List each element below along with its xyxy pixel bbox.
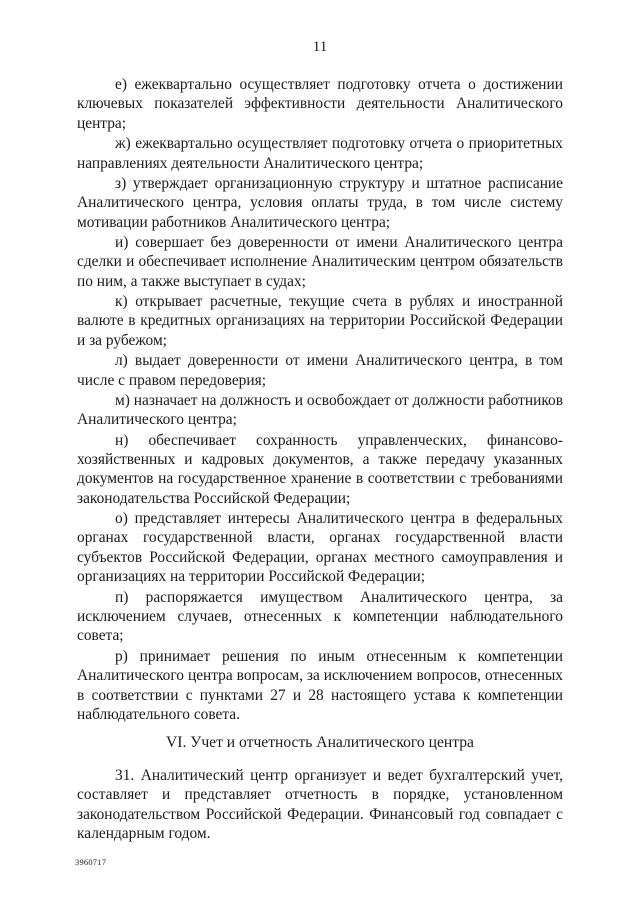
list-item-r: р) принимает решения по иным отнесенным к компетенции Аналитического центра вопросам, за исключением вопросов, отнесенных в соответствии с пунктами 27 и 28 настоящего устава к компетенции наблюдательного совета. — [77, 647, 563, 723]
list-item-k: к) открывает расчетные, текущие счета в рублях и иностранной валюте в кредитных организациях на территории Российской Федерации и за рубежом; — [77, 293, 563, 349]
list-item-m: м) назначает на должность и освобождает от должности работников Аналитического центра; — [77, 391, 563, 429]
document-body — [77, 75, 563, 844]
document-code: 3960717 — [75, 857, 107, 867]
list-item-l: л) выдает доверенности от имени Аналитического центра, в том числе с правом передоверия; — [77, 352, 563, 389]
page-number: 11 — [312, 39, 328, 55]
list-item-zh: ж) ежеквартально осуществляет подготовку отчета о приоритетных направлениях деятельности Аналитического центра; — [77, 135, 563, 172]
section-heading: VI. Учет и отчетность Аналитического центра — [166, 734, 474, 752]
list-item-z: з) утверждает организационную структуру и штатное расписание Аналитического центра, условия оплаты труда, в том числе систему мотивации работников Аналитического центра; — [77, 174, 563, 231]
list-item-i: и) совершает без доверенности от имени Аналитического центра сделки и обеспечивает исполнение Аналитическим центром обязательств по ним, а также выступает в судах; — [77, 233, 563, 290]
list-item-e: е) ежеквартально осуществляет подготовку отчета о достижении ключевых показателей эффективности деятельности Аналитического центра; — [77, 76, 563, 132]
list-item-n: н) обеспечивает сохранность управленческих, финансово-хозяйственных и кадровых документов, а также передачу указанных документов на государственное хранение в соответствии с требованиями законодательства Российской Федерации; — [77, 431, 563, 507]
list-item-o: о) представляет интересы Аналитического центра в федеральных органах государственной власти, органах государственной власти субъектов Российской Федерации, органах местного самоуправления и организациях на территории Российской Федерации; — [77, 510, 563, 586]
clause-31: 31. Аналитический центр организует и ведет бухгалтерский учет, составляет и представляет отчетность в порядке, установленном законодательством Российской Федерации. Финансовый год совпадает с календарным годом. — [77, 766, 563, 842]
list-item-p: п) распоряжается имуществом Аналитического центра, за исключением случаев, отнесенных к компетенции наблюдательного совета; — [77, 588, 563, 645]
